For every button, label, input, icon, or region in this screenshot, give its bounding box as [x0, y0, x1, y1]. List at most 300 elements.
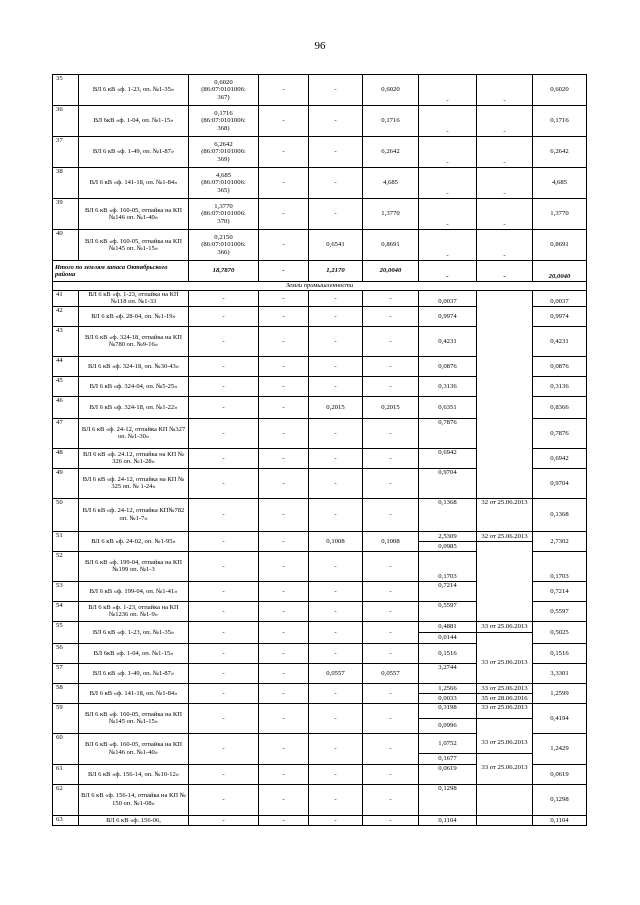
- area-col4: -: [259, 703, 309, 733]
- line-name: ВЛ 6 кВ «ф. 24-02, оп. №1-95»: [79, 531, 189, 551]
- line-name: ВЛ 6 кВ «ф. 160-05, отпайка на КП №146 оп. №1-40»: [79, 199, 189, 230]
- decision-ref: -: [477, 168, 533, 199]
- total-label: Итого по землям запаса Октябрьского района: [53, 261, 189, 282]
- area-cadastral: 1,3770 (86:07:0101006: 370): [189, 199, 259, 230]
- area-col6: -: [363, 448, 419, 468]
- area-col4: -: [259, 168, 309, 199]
- area-total: 3,3301: [533, 663, 587, 683]
- area-col5: -: [309, 448, 363, 468]
- area-total: 0,8691: [533, 230, 587, 261]
- row-number: 57: [53, 663, 79, 683]
- area-col6: -: [363, 784, 419, 815]
- decision-ref: 33 от 25.06.2013: [477, 733, 533, 753]
- area-col3: -: [189, 468, 259, 498]
- decision-ref: [477, 418, 533, 448]
- area-col5: -: [309, 784, 363, 815]
- area-col7: 0,1516: [419, 643, 477, 663]
- line-name: ВЛ 6 кВ «ф. 24-12, отпайка на КП № 325 оп. № 1-24»: [79, 468, 189, 498]
- line-name: ВЛ 6 кВ «ф. 160-05, отпайка на КП №145 оп. №1-15»: [79, 230, 189, 261]
- area-total: 0,1368: [533, 498, 587, 531]
- decision-ref: [477, 541, 533, 551]
- area-col7: 0,3136: [419, 376, 477, 396]
- total-col7: -: [419, 261, 477, 282]
- area-total: 0,1516: [533, 643, 587, 663]
- area-col7: 0,4231: [419, 326, 477, 356]
- area-col3: -: [189, 581, 259, 601]
- area-col7: 0,0144: [419, 632, 477, 643]
- line-name: ВЛ 6 кВ «ф. 141-18, оп. №1-84»: [79, 683, 189, 703]
- line-name: ВЛ 6 кВ «ф. 156-14, оп. №10-12»: [79, 764, 189, 784]
- table-row: [53, 199, 587, 230]
- decision-ref: [477, 632, 533, 643]
- decision-ref: [477, 448, 533, 468]
- row-number: 38: [53, 168, 79, 199]
- table-row: [53, 683, 587, 693]
- decision-ref: 33 от 25.06.2013: [477, 764, 533, 784]
- line-name: ВЛ 6 кВ «ф. 1-23, отпайка на КП №1236 оп. №1-9»: [79, 601, 189, 621]
- area-col5: -: [309, 291, 363, 307]
- area-col3: -: [189, 703, 259, 733]
- land-plots-table: [52, 74, 587, 826]
- area-col4: -: [259, 815, 309, 825]
- area-col7: 0,1703: [419, 551, 477, 581]
- area-cadastral: 6,2642 (86:07:0101006: 369): [189, 137, 259, 168]
- line-name: ВЛ 6 кВ «ф. 156-14, отпайка на КП № 150 оп. №1-08»: [79, 784, 189, 815]
- decision-ref: 33 от 25.06.2013: [477, 703, 533, 718]
- area-col7: 3,2744: [419, 663, 477, 683]
- area-col3: -: [189, 601, 259, 621]
- area-col3: -: [189, 396, 259, 418]
- area-col3: -: [189, 643, 259, 663]
- area-col7: 0,0876: [419, 356, 477, 376]
- total-col9: 20,0040: [533, 261, 587, 282]
- area-col4: -: [259, 291, 309, 307]
- decision-ref: [477, 718, 533, 733]
- area-col6: -: [363, 764, 419, 784]
- area-col5: 0,1008: [309, 531, 363, 551]
- row-number: 59: [53, 703, 79, 733]
- area-col3: -: [189, 733, 259, 764]
- area-col4: -: [259, 106, 309, 137]
- area-col6: -: [363, 815, 419, 825]
- total-col5: 1,2170: [309, 261, 363, 282]
- line-name: ВЛ 6 кВ «ф. 141-18, оп. №1-84»: [79, 168, 189, 199]
- area-col4: -: [259, 621, 309, 643]
- area-total: 0,5597: [533, 601, 587, 621]
- table-row: [53, 531, 587, 541]
- table-row: [53, 581, 587, 601]
- row-number: 41: [53, 291, 79, 307]
- area-col7: 0,0996: [419, 718, 477, 733]
- area-col6: -: [363, 498, 419, 531]
- table-row: [53, 376, 587, 396]
- area-col4: -: [259, 448, 309, 468]
- line-name: ВЛ 6 кВ «ф. 199-04, оп. №1-41»: [79, 581, 189, 601]
- area-col6: -: [363, 468, 419, 498]
- line-name: ВЛ 6 кВ «ф. 324-18, оп. №1-22»: [79, 396, 189, 418]
- row-number: 49: [53, 468, 79, 498]
- area-col3: -: [189, 764, 259, 784]
- area-col7: -: [419, 199, 477, 230]
- area-col5: -: [309, 306, 363, 326]
- area-col5: -: [309, 75, 363, 106]
- area-cadastral: 4,685 (86:07:0101006: 365): [189, 168, 259, 199]
- area-col5: -: [309, 168, 363, 199]
- area-total: 1,2599: [533, 683, 587, 703]
- area-total: 0,0037: [533, 291, 587, 307]
- line-name: ВЛ 6 кВ «ф. 199-04, отпайка на КП №199 оп. №1-3: [79, 551, 189, 581]
- decision-ref: [477, 291, 533, 307]
- row-number: 55: [53, 621, 79, 643]
- table-row: [53, 230, 587, 261]
- area-col5: -: [309, 683, 363, 703]
- section-title: Земли промышленности: [53, 282, 587, 291]
- section-row: [53, 282, 587, 291]
- area-col6: -: [363, 643, 419, 663]
- area-total: 0,8366: [533, 396, 587, 418]
- area-total: 0,3136: [533, 376, 587, 396]
- area-col3: -: [189, 356, 259, 376]
- table-row: [53, 643, 587, 663]
- line-name: ВЛ 6 кВ «ф. 160-05, отпайка на КП №146 оп. №1-40»: [79, 733, 189, 764]
- area-total: 0,0876: [533, 356, 587, 376]
- area-col4: -: [259, 468, 309, 498]
- row-number: 42: [53, 306, 79, 326]
- area-col3: -: [189, 498, 259, 531]
- line-name: ВЛ 6 кВ «ф. 1-23, оп. №1-35»: [79, 621, 189, 643]
- area-col5: -: [309, 581, 363, 601]
- area-col6: 0,0557: [363, 663, 419, 683]
- decision-ref: [477, 306, 533, 326]
- table-row: [53, 733, 587, 753]
- row-number: 44: [53, 356, 79, 376]
- row-number: 43: [53, 326, 79, 356]
- total-row: [53, 261, 587, 282]
- area-cadastral: 0,1716 (86:07:0101006: 368): [189, 106, 259, 137]
- area-col7: 2,5309: [419, 531, 477, 541]
- area-col7: 0,7876: [419, 418, 477, 448]
- area-cadastral: 0,6020 (86:07:0101006: 367): [189, 75, 259, 106]
- area-col4: -: [259, 643, 309, 663]
- row-number: 40: [53, 230, 79, 261]
- area-col6: 0,2015: [363, 396, 419, 418]
- area-col5: -: [309, 199, 363, 230]
- area-col6: 6,2642: [363, 137, 419, 168]
- decision-ref: [477, 396, 533, 418]
- area-col3: -: [189, 376, 259, 396]
- area-total: 0,7876: [533, 418, 587, 448]
- area-col3: -: [189, 418, 259, 448]
- table-row: [53, 291, 587, 307]
- line-name: ВЛ 6 кВ «ф. 1-23, отпайка на КП №118 оп. №1-33: [79, 291, 189, 307]
- area-col3: -: [189, 663, 259, 683]
- table-row: [53, 168, 587, 199]
- row-number: 48: [53, 448, 79, 468]
- line-name: ВЛ 6 кВ «ф. 324-04, оп. №5-25»: [79, 376, 189, 396]
- line-name: ВЛ 6 кВ «ф. 24-12, отпайка КП№782 оп. №1-7»: [79, 498, 189, 531]
- area-col7: 0,0033: [419, 693, 477, 703]
- table-row: [53, 468, 587, 498]
- area-col5: -: [309, 764, 363, 784]
- area-col4: -: [259, 75, 309, 106]
- area-col7: 0,1298: [419, 784, 477, 815]
- area-col3: -: [189, 448, 259, 468]
- total-col3: 18,7870: [189, 261, 259, 282]
- area-col6: -: [363, 551, 419, 581]
- area-col5: -: [309, 106, 363, 137]
- decision-ref: -: [477, 75, 533, 106]
- area-total: 0,1716: [533, 106, 587, 137]
- area-total: 4,685: [533, 168, 587, 199]
- area-col5: -: [309, 815, 363, 825]
- area-col6: -: [363, 326, 419, 356]
- area-cadastral: 0,2150 (86:07:0101006: 366): [189, 230, 259, 261]
- area-total: 0,9704: [533, 468, 587, 498]
- area-col7: 0,6351: [419, 396, 477, 418]
- area-col4: -: [259, 764, 309, 784]
- area-col5: -: [309, 551, 363, 581]
- row-number: 61: [53, 764, 79, 784]
- area-total: 0,1703: [533, 551, 587, 581]
- table-row: [53, 448, 587, 468]
- area-col5: -: [309, 498, 363, 531]
- line-name: ВЛ 6 кВ «ф. 24.12, отпайка на КП № 326 оп. №1-28»: [79, 448, 189, 468]
- decision-ref: [477, 784, 533, 815]
- area-total: 6,2642: [533, 137, 587, 168]
- area-col7: -: [419, 137, 477, 168]
- area-col5: -: [309, 733, 363, 764]
- area-col5: -: [309, 601, 363, 621]
- area-col7: 0,9974: [419, 306, 477, 326]
- area-col4: -: [259, 137, 309, 168]
- table-row: [53, 551, 587, 581]
- area-col3: -: [189, 531, 259, 551]
- table-row: [53, 356, 587, 376]
- table-row: [53, 137, 587, 168]
- decision-ref: [477, 581, 533, 601]
- row-number: 47: [53, 418, 79, 448]
- area-col5: -: [309, 621, 363, 643]
- area-col4: -: [259, 230, 309, 261]
- line-name: ВЛ 6 кВ «ф. 1-23, оп. №1-35»: [79, 75, 189, 106]
- total-col6: 20,0040: [363, 261, 419, 282]
- table-row: [53, 75, 587, 106]
- area-col3: -: [189, 815, 259, 825]
- area-col7: 0,0619: [419, 764, 477, 784]
- decision-ref: [477, 468, 533, 498]
- area-col3: -: [189, 621, 259, 643]
- decision-ref: [477, 601, 533, 621]
- area-col6: 0,1008: [363, 531, 419, 551]
- area-col6: -: [363, 356, 419, 376]
- area-col3: -: [189, 784, 259, 815]
- table-row: [53, 498, 587, 531]
- decision-ref: [477, 551, 533, 581]
- line-name: ВЛ 6кВ «ф. 1-04, оп. №1-15»: [79, 106, 189, 137]
- decision-ref: 33 от 25.06.2013: [477, 683, 533, 693]
- area-total: 0,6020: [533, 75, 587, 106]
- area-col5: -: [309, 376, 363, 396]
- area-col7: -: [419, 168, 477, 199]
- decision-ref: 32 от 25.06.2013: [477, 498, 533, 531]
- area-col6: 0,1716: [363, 106, 419, 137]
- area-col3: -: [189, 683, 259, 703]
- row-number: 50: [53, 498, 79, 531]
- area-col4: -: [259, 396, 309, 418]
- area-total: 0,4194: [533, 703, 587, 733]
- area-col4: -: [259, 733, 309, 764]
- area-col4: -: [259, 306, 309, 326]
- area-total: 0,5025: [533, 621, 587, 643]
- line-name: ВЛ 6 кВ «ф. 24-12, отпайка КП №327 оп. №1-30»: [79, 418, 189, 448]
- decision-ref: [477, 753, 533, 764]
- decision-ref: -: [477, 199, 533, 230]
- total-col4: -: [259, 261, 309, 282]
- area-col7: 1,0752: [419, 733, 477, 753]
- area-col4: -: [259, 683, 309, 703]
- page-number: 96: [314, 40, 326, 52]
- area-total: 0,7214: [533, 581, 587, 601]
- row-number: 51: [53, 531, 79, 551]
- area-col6: 1,3770: [363, 199, 419, 230]
- area-col4: -: [259, 551, 309, 581]
- area-col7: 0,1104: [419, 815, 477, 825]
- area-col7: 0,0985: [419, 541, 477, 551]
- area-col4: -: [259, 498, 309, 531]
- decision-ref: 33 от 25.06.2013: [477, 643, 533, 683]
- area-col3: -: [189, 291, 259, 307]
- area-col6: 4,685: [363, 168, 419, 199]
- decision-ref: -: [477, 106, 533, 137]
- area-col7: -: [419, 106, 477, 137]
- row-number: 35: [53, 75, 79, 106]
- area-col4: -: [259, 601, 309, 621]
- decision-ref: [477, 326, 533, 356]
- area-col6: -: [363, 376, 419, 396]
- row-number: 39: [53, 199, 79, 230]
- line-name: ВЛ 6кВ «ф. 1-04, оп. №1-15»: [79, 643, 189, 663]
- area-col3: -: [189, 551, 259, 581]
- area-col7: 0,5597: [419, 601, 477, 621]
- decision-ref: 35 от 28.06.2016: [477, 693, 533, 703]
- area-col4: -: [259, 356, 309, 376]
- area-col5: 0,6541: [309, 230, 363, 261]
- area-col4: -: [259, 199, 309, 230]
- area-total: 0,6942: [533, 448, 587, 468]
- area-col7: 0,7214: [419, 581, 477, 601]
- table-row: [53, 784, 587, 815]
- area-col6: 0,8691: [363, 230, 419, 261]
- row-number: 54: [53, 601, 79, 621]
- table-row: [53, 703, 587, 718]
- area-col7: 0,6942: [419, 448, 477, 468]
- area-col6: -: [363, 703, 419, 733]
- table-row: [53, 418, 587, 448]
- area-col3: -: [189, 306, 259, 326]
- table-row: [53, 764, 587, 784]
- area-col7: -: [419, 75, 477, 106]
- area-col6: -: [363, 418, 419, 448]
- line-name: ВЛ 6 кВ «ф. 324-18, оп. №30-43»: [79, 356, 189, 376]
- area-col5: -: [309, 326, 363, 356]
- area-col4: -: [259, 326, 309, 356]
- decision-ref: -: [477, 137, 533, 168]
- area-col5: 0,2015: [309, 396, 363, 418]
- area-total: 0,9974: [533, 306, 587, 326]
- row-number: 46: [53, 396, 79, 418]
- area-col5: -: [309, 137, 363, 168]
- line-name: ВЛ 6 кВ «ф. 324-18, отпайка на КП №780 оп. №9-16»: [79, 326, 189, 356]
- area-col4: -: [259, 531, 309, 551]
- row-number: 56: [53, 643, 79, 663]
- table-row: [53, 621, 587, 632]
- line-name: ВЛ 6 кВ «ф. 160-05, отпайка на КП №145 оп. №1-15»: [79, 703, 189, 733]
- decision-ref: [477, 356, 533, 376]
- area-total: 0,1298: [533, 784, 587, 815]
- area-col7: 1,2566: [419, 683, 477, 693]
- table-row: [53, 106, 587, 137]
- area-total: 1,2429: [533, 733, 587, 764]
- area-col4: -: [259, 784, 309, 815]
- area-total: 0,4231: [533, 326, 587, 356]
- area-total: 1,3770: [533, 199, 587, 230]
- area-col5: -: [309, 356, 363, 376]
- area-col6: -: [363, 683, 419, 703]
- area-col6: 0,6020: [363, 75, 419, 106]
- row-number: 60: [53, 733, 79, 764]
- area-col6: -: [363, 733, 419, 764]
- area-col7: 0,1368: [419, 498, 477, 531]
- table-row: [53, 326, 587, 356]
- area-col6: -: [363, 621, 419, 643]
- area-total: 0,1104: [533, 815, 587, 825]
- area-col5: -: [309, 418, 363, 448]
- area-col4: -: [259, 663, 309, 683]
- area-col5: -: [309, 643, 363, 663]
- area-col7: 0,4881: [419, 621, 477, 632]
- area-col6: -: [363, 306, 419, 326]
- area-col7: 0,9704: [419, 468, 477, 498]
- area-col7: 0,3198: [419, 703, 477, 718]
- row-number: 62: [53, 784, 79, 815]
- area-col4: -: [259, 418, 309, 448]
- area-col7: 0,0037: [419, 291, 477, 307]
- decision-ref: [477, 815, 533, 825]
- area-col5: -: [309, 703, 363, 733]
- area-col4: -: [259, 581, 309, 601]
- row-number: 37: [53, 137, 79, 168]
- line-name: ВЛ 6 кВ «ф. 1-49, оп. №1-87»: [79, 663, 189, 683]
- area-col6: -: [363, 601, 419, 621]
- table-row: [53, 306, 587, 326]
- line-name: ВЛ 6 кВ «ф. 28-04, оп. №1-19»: [79, 306, 189, 326]
- area-col6: -: [363, 581, 419, 601]
- area-col5: 0,0557: [309, 663, 363, 683]
- area-col6: -: [363, 291, 419, 307]
- area-total: 0,0619: [533, 764, 587, 784]
- row-number: 36: [53, 106, 79, 137]
- area-col4: -: [259, 376, 309, 396]
- decision-ref: 32 от 25.06.2013: [477, 531, 533, 541]
- area-col3: -: [189, 326, 259, 356]
- row-number: 53: [53, 581, 79, 601]
- decision-ref: [477, 376, 533, 396]
- line-name: ВЛ 6 кВ «ф. 156-06,: [79, 815, 189, 825]
- row-number: 58: [53, 683, 79, 703]
- table-row: [53, 396, 587, 418]
- table-row: [53, 601, 587, 621]
- total-col8: -: [477, 261, 533, 282]
